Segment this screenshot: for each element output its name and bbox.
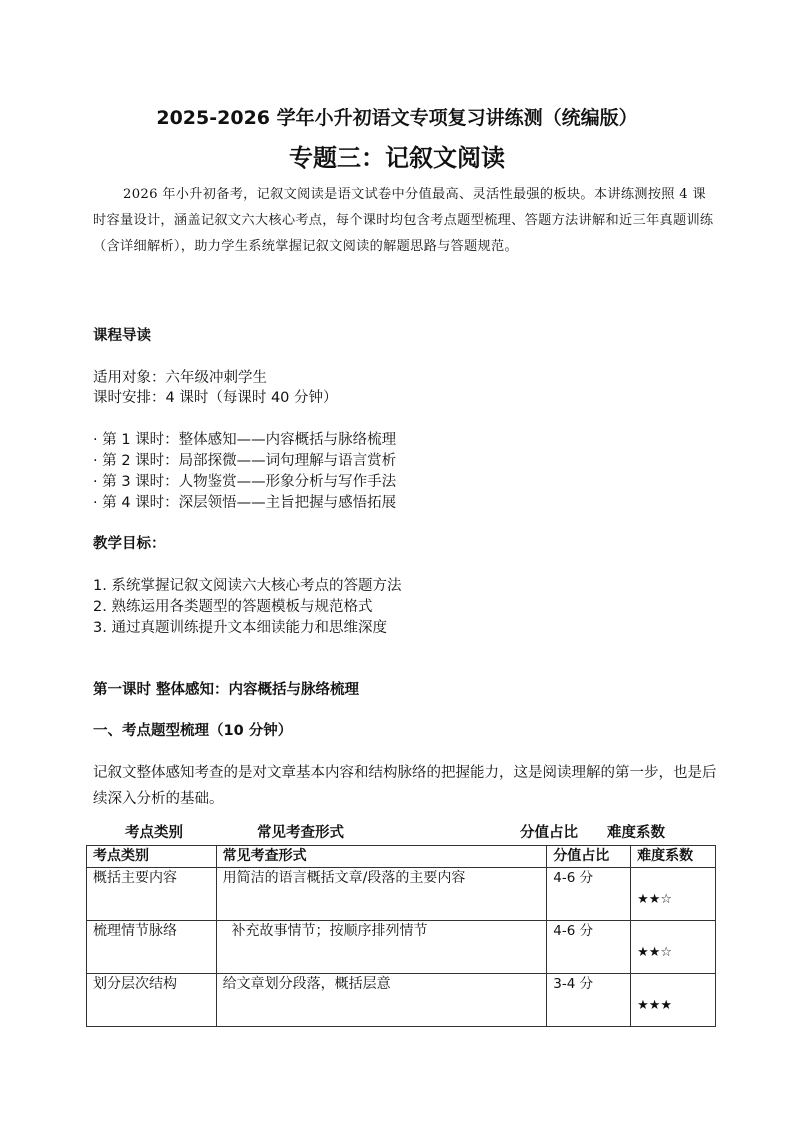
score-cell: 4-6 分 [547,921,631,974]
table-row [87,974,716,1027]
lesson1-paragraph: 记叙文整体感知考查的是对文章基本内容和结构脉络的把握能力，这是阅读理解的第一步，也是后续深入分析的基础。 [93,765,717,807]
table-header-cell: 难度系数 [631,846,716,868]
form-cell: 补充故事情节；按顺序排列情节 [216,921,547,974]
guide-schedule: 课时安排：4 课时（每课时 40 分钟） [93,390,338,406]
goal-item: 2. 熟练运用各类题型的答题模板与规范格式 [93,599,373,615]
lesson-list-item: · 第 4 课时：深层领悟——主旨把握与感悟拓展 [93,495,397,511]
table-header-cell: 分值占比 [547,846,631,868]
lesson-list-item: · 第 1 课时：整体感知——内容概括与脉络梳理 [93,432,397,448]
exam-points-table [86,845,716,1027]
goal-item: 3. 通过真题训练提升文本细读能力和思维深度 [93,620,387,636]
table-row [87,921,716,974]
floating-table-header: 考点类别 [125,825,183,841]
document-subtitle: 专题三：记叙文阅读 [289,144,505,172]
table-header-cell: 常见考查形式 [216,846,547,868]
floating-table-header: 分值占比 [520,825,578,841]
guide-heading: 课程导读 [93,328,151,344]
lesson-list-item: · 第 3 课时：人物鉴赏——形象分析与写作手法 [93,474,397,490]
form-cell: 用简洁的语言概括文章/段落的主要内容 [216,868,547,921]
floating-table-header: 难度系数 [607,825,665,841]
difficulty-cell: ★★☆ [631,921,716,974]
goal-item: 1. 系统掌握记叙文阅读六大核心考点的答题方法 [93,578,402,594]
form-cell: 给文章划分段落，概括层意 [216,974,547,1027]
score-cell: 3-4 分 [547,974,631,1027]
table-header-row [87,846,716,868]
document-title: 2025-2026 学年小升初语文专项复习讲练测（统编版） [156,107,638,129]
category-cell: 划分层次结构 [87,974,217,1027]
difficulty-cell: ★★★ [631,974,716,1027]
section-heading: 一、考点题型梳理（10 分钟） [93,723,293,739]
lesson-list-item: · 第 2 课时：局部探微——词句理解与语言赏析 [93,453,397,469]
lesson1-heading: 第一课时 整体感知：内容概括与脉络梳理 [93,682,360,698]
floating-table-header: 常见考查形式 [257,825,344,841]
difficulty-cell: ★★☆ [631,868,716,921]
category-cell: 概括主要内容 [87,868,217,921]
goals-heading: 教学目标： [93,536,166,552]
category-cell: 梳理情节脉络 [87,921,217,974]
table-row [87,868,716,921]
table-header-cell: 考点类别 [87,846,217,868]
guide-audience: 适用对象：六年级冲刺学生 [93,370,267,386]
intro-paragraph: 2026 年小升初备考，记叙文阅读是语文试卷中分值最高、灵活性最强的板块。本讲练测按照 4 课时容量设计，涵盖记叙文六大核心考点，每个课时均包含考点题型梳理、答题方法讲解和近三年真题训练（含详细解析），助力学生系统掌握记叙文阅读的解题思路与答题规范。 [93,187,714,254]
score-cell: 4-6 分 [547,868,631,921]
